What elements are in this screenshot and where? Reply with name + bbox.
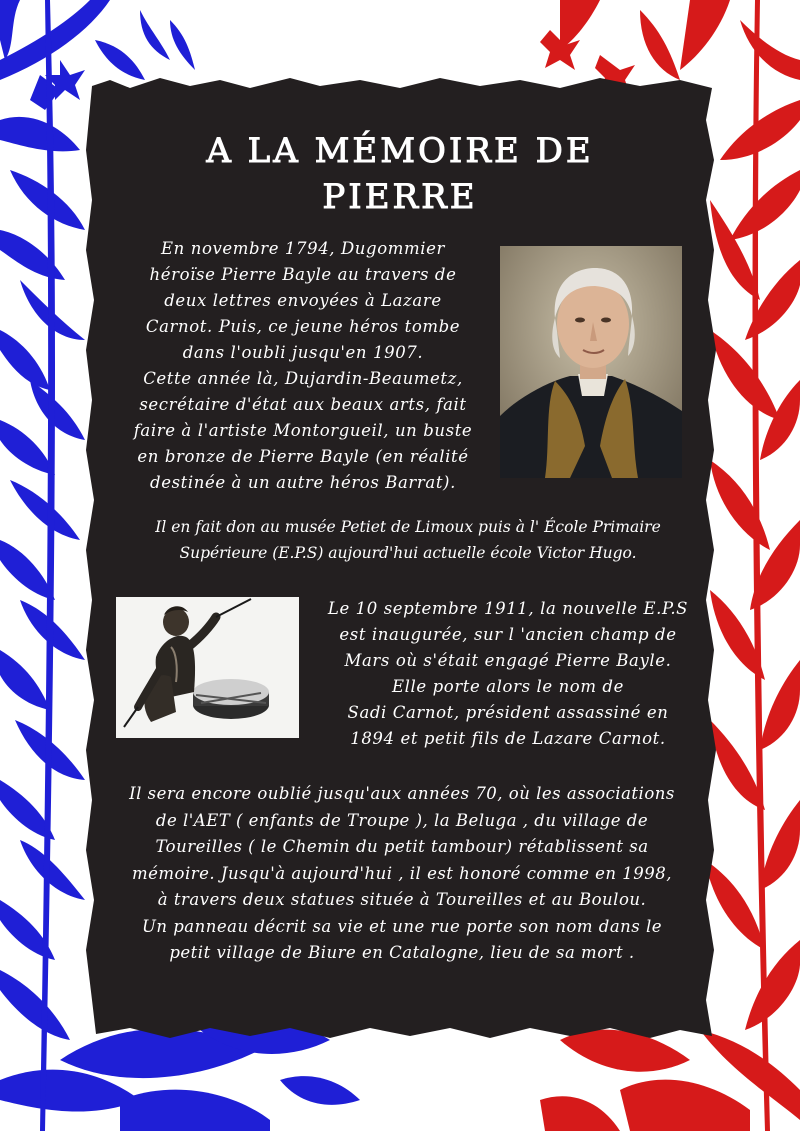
text-line: petit village de Biure en Catalogne, lieu de sa mort .	[169, 943, 635, 962]
text-line: 1894 et petit fils de Lazare Carnot.	[350, 729, 666, 748]
text-line: Il en fait don au musée Petiet de Limoux puis à l' École Primaire	[155, 518, 661, 536]
text-line: En novembre 1794, Dugommier	[161, 239, 445, 258]
text-line: Supérieure (E.P.S) aujourd'hui actuelle école Victor Hugo.	[179, 544, 637, 562]
title-line-2: PIERRE	[322, 177, 478, 217]
text-line: Toureilles ( le Chemin du petit tambour) rétablissent sa	[155, 837, 649, 856]
paragraph-inauguration	[308, 596, 708, 752]
text-line: est inaugurée, sur l 'ancien champ de	[339, 625, 677, 644]
text-line: héroïse Pierre Bayle au travers de	[149, 265, 457, 284]
text-line: faire à l'artiste Montorgueil, un buste	[133, 421, 473, 440]
text-line: Mars où s'était engagé Pierre Bayle.	[344, 651, 672, 670]
text-line: Sadi Carnot, président assassiné en	[347, 703, 669, 722]
text-line: à travers deux statues située à Toureilles et au Boulou.	[157, 890, 647, 909]
page-title	[110, 128, 690, 220]
text-line: deux lettres envoyées à Lazare	[164, 291, 442, 310]
text-line: Un panneau décrit sa vie et une rue porte son nom dans le	[141, 916, 663, 936]
text-line: secrétaire d'état aux beaux arts, fait	[139, 395, 467, 414]
text-line: Il sera encore oublié jusqu'aux années 70, où les associations	[129, 784, 675, 803]
text-line: de l'AET ( enfants de Troupe ), la Beluga , du village de	[155, 810, 649, 830]
text-line: en bronze de Pierre Bayle (en réalité	[137, 447, 469, 466]
text-line: mémoire. Jusqu'à aujourd'hui , il est honoré comme en 1998,	[131, 863, 673, 883]
text-line: dans l'oubli jusqu'en 1907.	[182, 343, 424, 362]
text-line: Le 10 septembre 1911, la nouvelle E.P.S	[327, 599, 689, 618]
text-line: destinée à un autre héros Barrat).	[150, 473, 456, 492]
title-line-1: A LA MÉMOIRE DE	[206, 131, 594, 171]
text-line: Elle porte alors le nom de	[392, 677, 624, 696]
paragraph-donation	[128, 514, 688, 566]
paragraph-memory	[102, 781, 702, 967]
text-line: Carnot. Puis, ce jeune héros tombe	[145, 317, 461, 336]
portrait-image	[500, 246, 682, 478]
paragraph-intro	[118, 236, 488, 496]
text-line: Cette année là, Dujardin-Beaumetz,	[143, 369, 463, 388]
drummer-statue-image	[116, 597, 299, 738]
